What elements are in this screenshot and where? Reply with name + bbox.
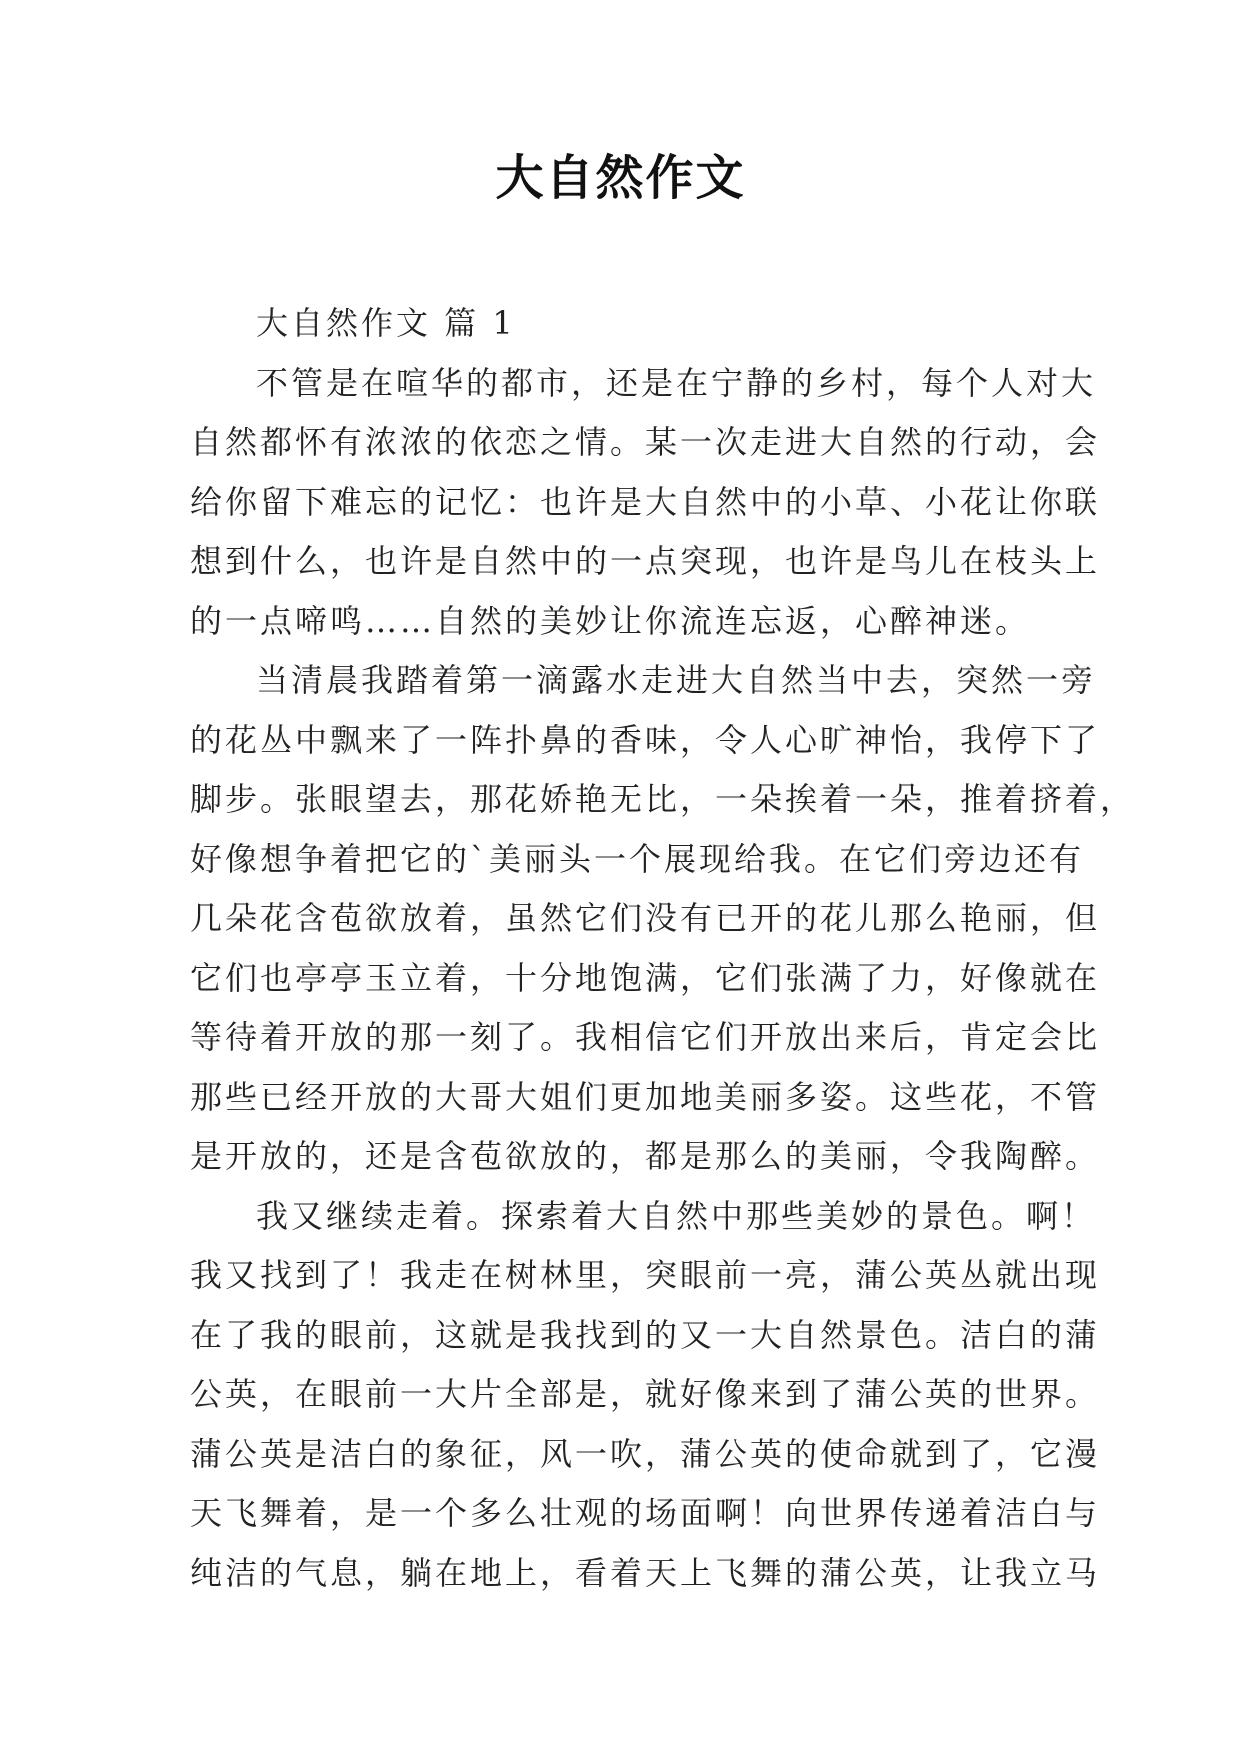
body-text-line: 公英，在眼前一大片全部是，就好像来到了蒲公英的世界。 [190,1375,1101,1413]
body-text-line: 脚步。张眼望去，那花娇艳无比，一朵挨着一朵，推着挤着， [190,780,1136,818]
body-text-line: 的花丛中飘来了一阵扑鼻的香味，令人心旷神怡，我停下了 [190,720,1101,759]
body-text-line: 给你留下难忘的记忆：也许是大自然中的小草、小花让你联 [190,482,1101,521]
body-text-line: 几朵花含苞欲放着，虽然它们没有已开的花儿那么艳丽，但 [190,899,1101,937]
body-text-line: 好像想争着把它的`美丽头一个展现给我。在它们旁边还有 [190,839,1085,878]
body-text-line: 天飞舞着，是一个多么壮观的场面啊！向世界传递着洁白与 [190,1494,1101,1532]
document-title: 大自然作文 [495,150,746,206]
body-text-line: 在了我的眼前，这就是我找到的又一大自然景色。洁白的蒲 [190,1315,1101,1354]
body-text-line: 蒲公英是洁白的象征，风一吹，蒲公英的使命就到了，它漫 [190,1434,1101,1473]
body-text-line: 的一点啼鸣……自然的美妙让你流连忘返，心醉神迷。 [190,601,1031,640]
body-text-line: 纯洁的气息，躺在地上，看着天上飞舞的蒲公英，让我立马 [190,1553,1101,1592]
body-text-line: 是开放的，还是含苞欲放的，都是那么的美丽，令我陶醉。 [190,1137,1101,1175]
body-text-line: 我又找到了！我走在树林里，突眼前一亮，蒲公英丛就出现 [190,1256,1101,1294]
body-text-line: 我又继续走着。探索着大自然中那些美妙的景色。啊！ [256,1196,1097,1235]
body-text-line: 等待着开放的那一刻了。我相信它们开放出来后，肯定会比 [190,1018,1101,1056]
body-text-line: 那些已经开放的大哥大姐们更加地美丽多姿。这些花，不管 [190,1077,1101,1116]
body-text-line: 不管是在喧华的都市，还是在宁静的乡村，每个人对大 [256,363,1097,402]
body-text-line: 想到什么，也许是自然中的一点突现，也许是鸟儿在枝头上 [190,542,1101,580]
document-body [190,294,1136,1603]
body-text-line: 自然都怀有浓浓的依恋之情。某一次走进大自然的行动，会 [190,423,1101,461]
body-text-line: 当清晨我踏着第一滴露水走进大自然当中去，突然一旁 [256,661,1097,699]
body-text-line: 它们也亭亭玉立着，十分地饱满，它们张满了力，好像就在 [190,958,1101,997]
section-heading: 大自然作文 篇 1 [256,304,516,342]
